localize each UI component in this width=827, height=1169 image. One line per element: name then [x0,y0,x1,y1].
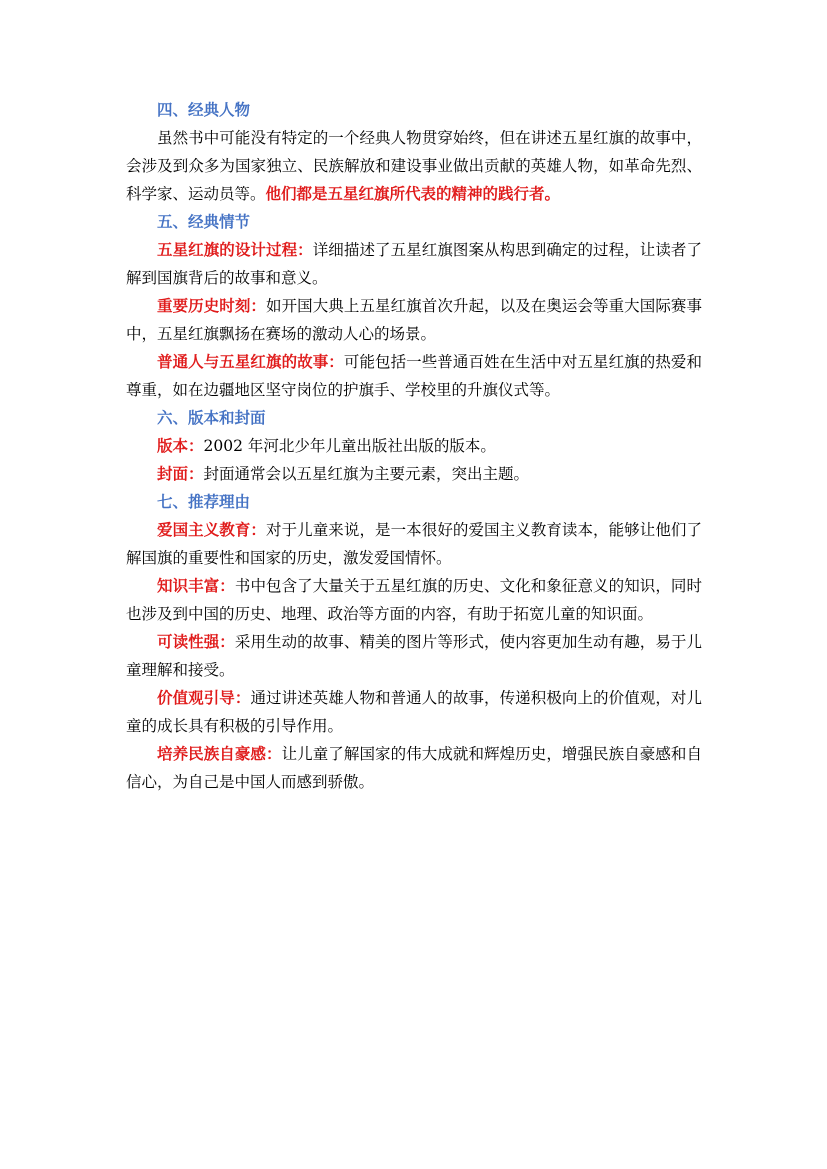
section-heading-recommendation: 七、推荐理由 [157,493,251,511]
item-label: 五星红旗的设计过程： [157,241,313,259]
item-text: 让儿童了解国家的伟大成就和辉煌历史，增强民族自豪感和自信心，为自己是中国人而感到骄傲。 [126,745,702,791]
paragraph-ordinary-people [126,348,702,404]
item-label: 价值观引导： [157,689,251,707]
section-heading-classic-characters: 四、经典人物 [157,101,251,119]
paragraph-edition [126,432,702,460]
item-label: 版本： [157,437,204,455]
item-label: 重要历史时刻： [157,297,267,315]
paragraph-design-process [126,236,702,292]
paragraph-readability [126,628,702,684]
paragraph-historic-moments [126,292,702,348]
section-heading-classic-plots: 五、经典情节 [157,213,251,231]
item-label: 知识丰富： [157,577,235,595]
emphasis-text: 他们都是五星红旗所代表的精神的践行者。 [265,185,561,203]
item-label: 封面： [157,465,204,483]
item-text: 对于儿童来说，是一本很好的爱国主义教育读本，能够让他们了解国旗的重要性和国家的历史，激发爱国情怀。 [126,521,702,567]
paragraph-text: 虽然书中可能没有特定的一个经典人物贯穿始终，但在讲述五星红旗的故事中，会涉及到众多为国家独立、民族解放和建设事业做出贡献的英雄人物，如革命先烈、科学家、运动员等。 [126,129,702,203]
paragraph-classic-characters [126,124,702,208]
paragraph-rich-knowledge [126,572,702,628]
item-label: 可读性强： [157,633,235,651]
paragraph-cover [126,460,702,488]
item-label: 爱国主义教育： [157,521,267,539]
section-heading-edition-cover: 六、版本和封面 [157,409,266,427]
item-text: 2002 年河北少年儿童出版社出版的版本。 [203,437,496,455]
item-label: 普通人与五星红旗的故事： [157,353,344,371]
item-text: 详细描述了五星红旗图案从构思到确定的过程，让读者了解到国旗背后的故事和意义。 [126,241,702,287]
item-text: 书中包含了大量关于五星红旗的历史、文化和象征意义的知识，同时也涉及到中国的历史、地理、政治等方面的内容，有助于拓宽儿童的知识面。 [126,577,702,623]
item-text: 通过讲述英雄人物和普通人的故事，传递积极向上的价值观，对儿童的成长具有积极的引导作用。 [126,689,702,735]
item-text: 如开国大典上五星红旗首次升起，以及在奥运会等重大国际赛事中，五星红旗飘扬在赛场的激动人心的场景。 [126,297,702,343]
item-label: 培养民族自豪感： [157,745,282,763]
item-text: 封面通常会以五星红旗为主要元素，突出主题。 [203,465,530,483]
item-text: 采用生动的故事、精美的图片等形式，使内容更加生动有趣，易于儿童理解和接受。 [126,633,702,679]
document-content [126,96,702,796]
paragraph-values-guidance [126,684,702,740]
paragraph-national-pride [126,740,702,796]
paragraph-patriotic-education [126,516,702,572]
item-text: 可能包括一些普通百姓在生活中对五星红旗的热爱和尊重，如在边疆地区坚守岗位的护旗手、学校里的升旗仪式等。 [126,353,702,399]
